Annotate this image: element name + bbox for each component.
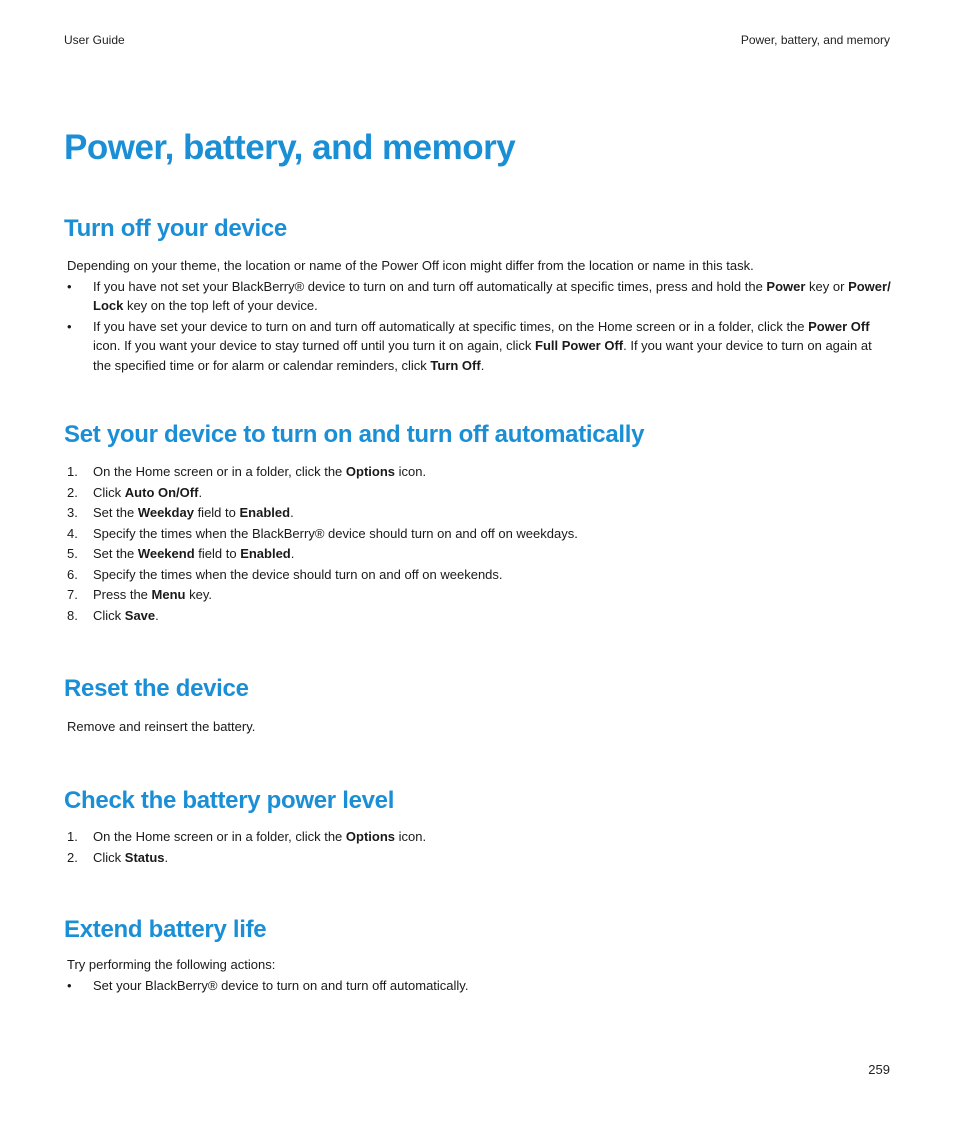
ui-term-power-off: Power Off (808, 318, 870, 334)
section-heading-battery-level: Check the battery power level (64, 787, 395, 814)
text-run: icon. (395, 464, 427, 479)
text-run: . (290, 505, 294, 520)
step-item (64, 827, 892, 847)
page-number: 259 (868, 1062, 890, 1077)
text-run: field to (194, 546, 241, 561)
section-heading-extend: Extend battery life (64, 916, 267, 943)
step-number: 4. (67, 525, 78, 541)
step-number: 1. (67, 829, 78, 844)
list-item (64, 277, 892, 316)
text-run: Click (93, 849, 125, 865)
text-run: field to (193, 505, 240, 520)
step-item (64, 585, 892, 605)
step-item (64, 503, 892, 523)
ui-term: Status (124, 849, 165, 865)
step-number: 1. (67, 464, 78, 479)
text-run: If you have not set your BlackBerry® device to turn on and turn off automatically at specific times, press and hold the (93, 278, 767, 294)
step-number: 3. (67, 505, 78, 520)
text-run: On the Home screen or in a folder, click the (93, 829, 346, 844)
step-number: 2. (67, 849, 78, 865)
key-name-power-lock: Power/ Lock (93, 278, 891, 313)
step-item (64, 462, 892, 482)
list-item (64, 976, 892, 996)
auto-on-off-steps (64, 462, 892, 625)
text-run: If you have set your device to turn on and turn off automatically at specific times, on the Home screen or in a folder, click the (93, 318, 809, 334)
text-run: Set the (93, 546, 138, 561)
text-run: key or (805, 278, 849, 294)
section-auto-on-off (64, 420, 892, 625)
ui-term: Enabled (240, 546, 291, 561)
section-heading-turn-off: Turn off your device (64, 215, 287, 242)
section-extend (64, 915, 892, 995)
text-run: Specify the times when the device should turn on and off on weekends. (93, 566, 503, 582)
text-run: icon. If you want your device to stay turned off until you turn it on again, click (93, 338, 535, 353)
text-run: Press the (93, 587, 152, 602)
ui-term-turn-off: Turn Off (430, 357, 481, 373)
ui-term: Options (345, 464, 396, 479)
text-run: On the Home screen or in a folder, click the (93, 464, 346, 479)
header-chapter-title: Power, battery, and memory (740, 33, 890, 47)
battery-level-steps (64, 827, 892, 867)
text-run: Specify the times when the BlackBerry® device should turn on and off on weekdays. (93, 525, 578, 541)
section-battery-level (64, 786, 892, 867)
section-reset (64, 674, 892, 737)
ui-term: Auto On/Off (124, 484, 199, 500)
step-number: 7. (67, 587, 78, 602)
step-number: 6. (67, 566, 78, 582)
step-item (64, 483, 892, 503)
step-item (64, 848, 892, 868)
key-name-power: Power (766, 278, 806, 294)
step-item (64, 544, 892, 564)
step-item (64, 565, 892, 585)
text-run: Click (93, 607, 125, 623)
extend-intro: Try performing the following actions: (67, 957, 276, 972)
step-number: 8. (67, 607, 78, 623)
ui-term-full-power-off: Full Power Off (535, 338, 624, 353)
ui-term: Weekday (137, 505, 194, 520)
bullet-marker: • (67, 318, 72, 334)
page-title: Power, battery, and memory (64, 128, 516, 167)
text-run: . (198, 484, 203, 500)
text-run: . (155, 607, 159, 623)
text-run: Set the (93, 505, 138, 520)
ui-term: Save (124, 607, 156, 623)
reset-text: Remove and reinsert the battery. (67, 719, 256, 734)
bullet-marker: • (67, 278, 72, 294)
step-number: 2. (67, 484, 78, 500)
turn-off-intro: Depending on your theme, the location or name of the Power Off icon might differ from the location or name in this task. (67, 258, 754, 273)
list-item (64, 317, 892, 376)
step-item (64, 606, 892, 626)
text-run: Click (93, 484, 125, 500)
ui-term: Options (345, 829, 396, 844)
header-doc-title: User Guide (64, 33, 125, 47)
step-item (64, 524, 892, 544)
text-run: . (290, 546, 295, 561)
text-run: . (164, 849, 169, 865)
bullet-marker: • (67, 977, 72, 993)
text-run: . (480, 357, 485, 373)
ui-term: Weekend (137, 546, 195, 561)
text-run: . If you want your device to turn on again at the specified time or for alarm or calendar reminders, click (93, 338, 872, 373)
section-heading-auto-on-off: Set your device to turn on and turn off automatically (64, 421, 645, 448)
section-heading-reset: Reset the device (64, 675, 249, 702)
section-turn-off (64, 214, 892, 375)
text-run: key on the top left of your device. (123, 298, 318, 313)
turn-off-bullets (64, 277, 892, 376)
step-number: 5. (67, 546, 78, 561)
ui-term: Enabled (239, 505, 291, 520)
extend-bullets (64, 976, 892, 996)
ui-term: Menu (151, 587, 186, 602)
text-run: key. (185, 587, 212, 602)
text-run: icon. (395, 829, 427, 844)
text-run: Set your BlackBerry® device to turn on and turn off automatically. (93, 977, 469, 993)
